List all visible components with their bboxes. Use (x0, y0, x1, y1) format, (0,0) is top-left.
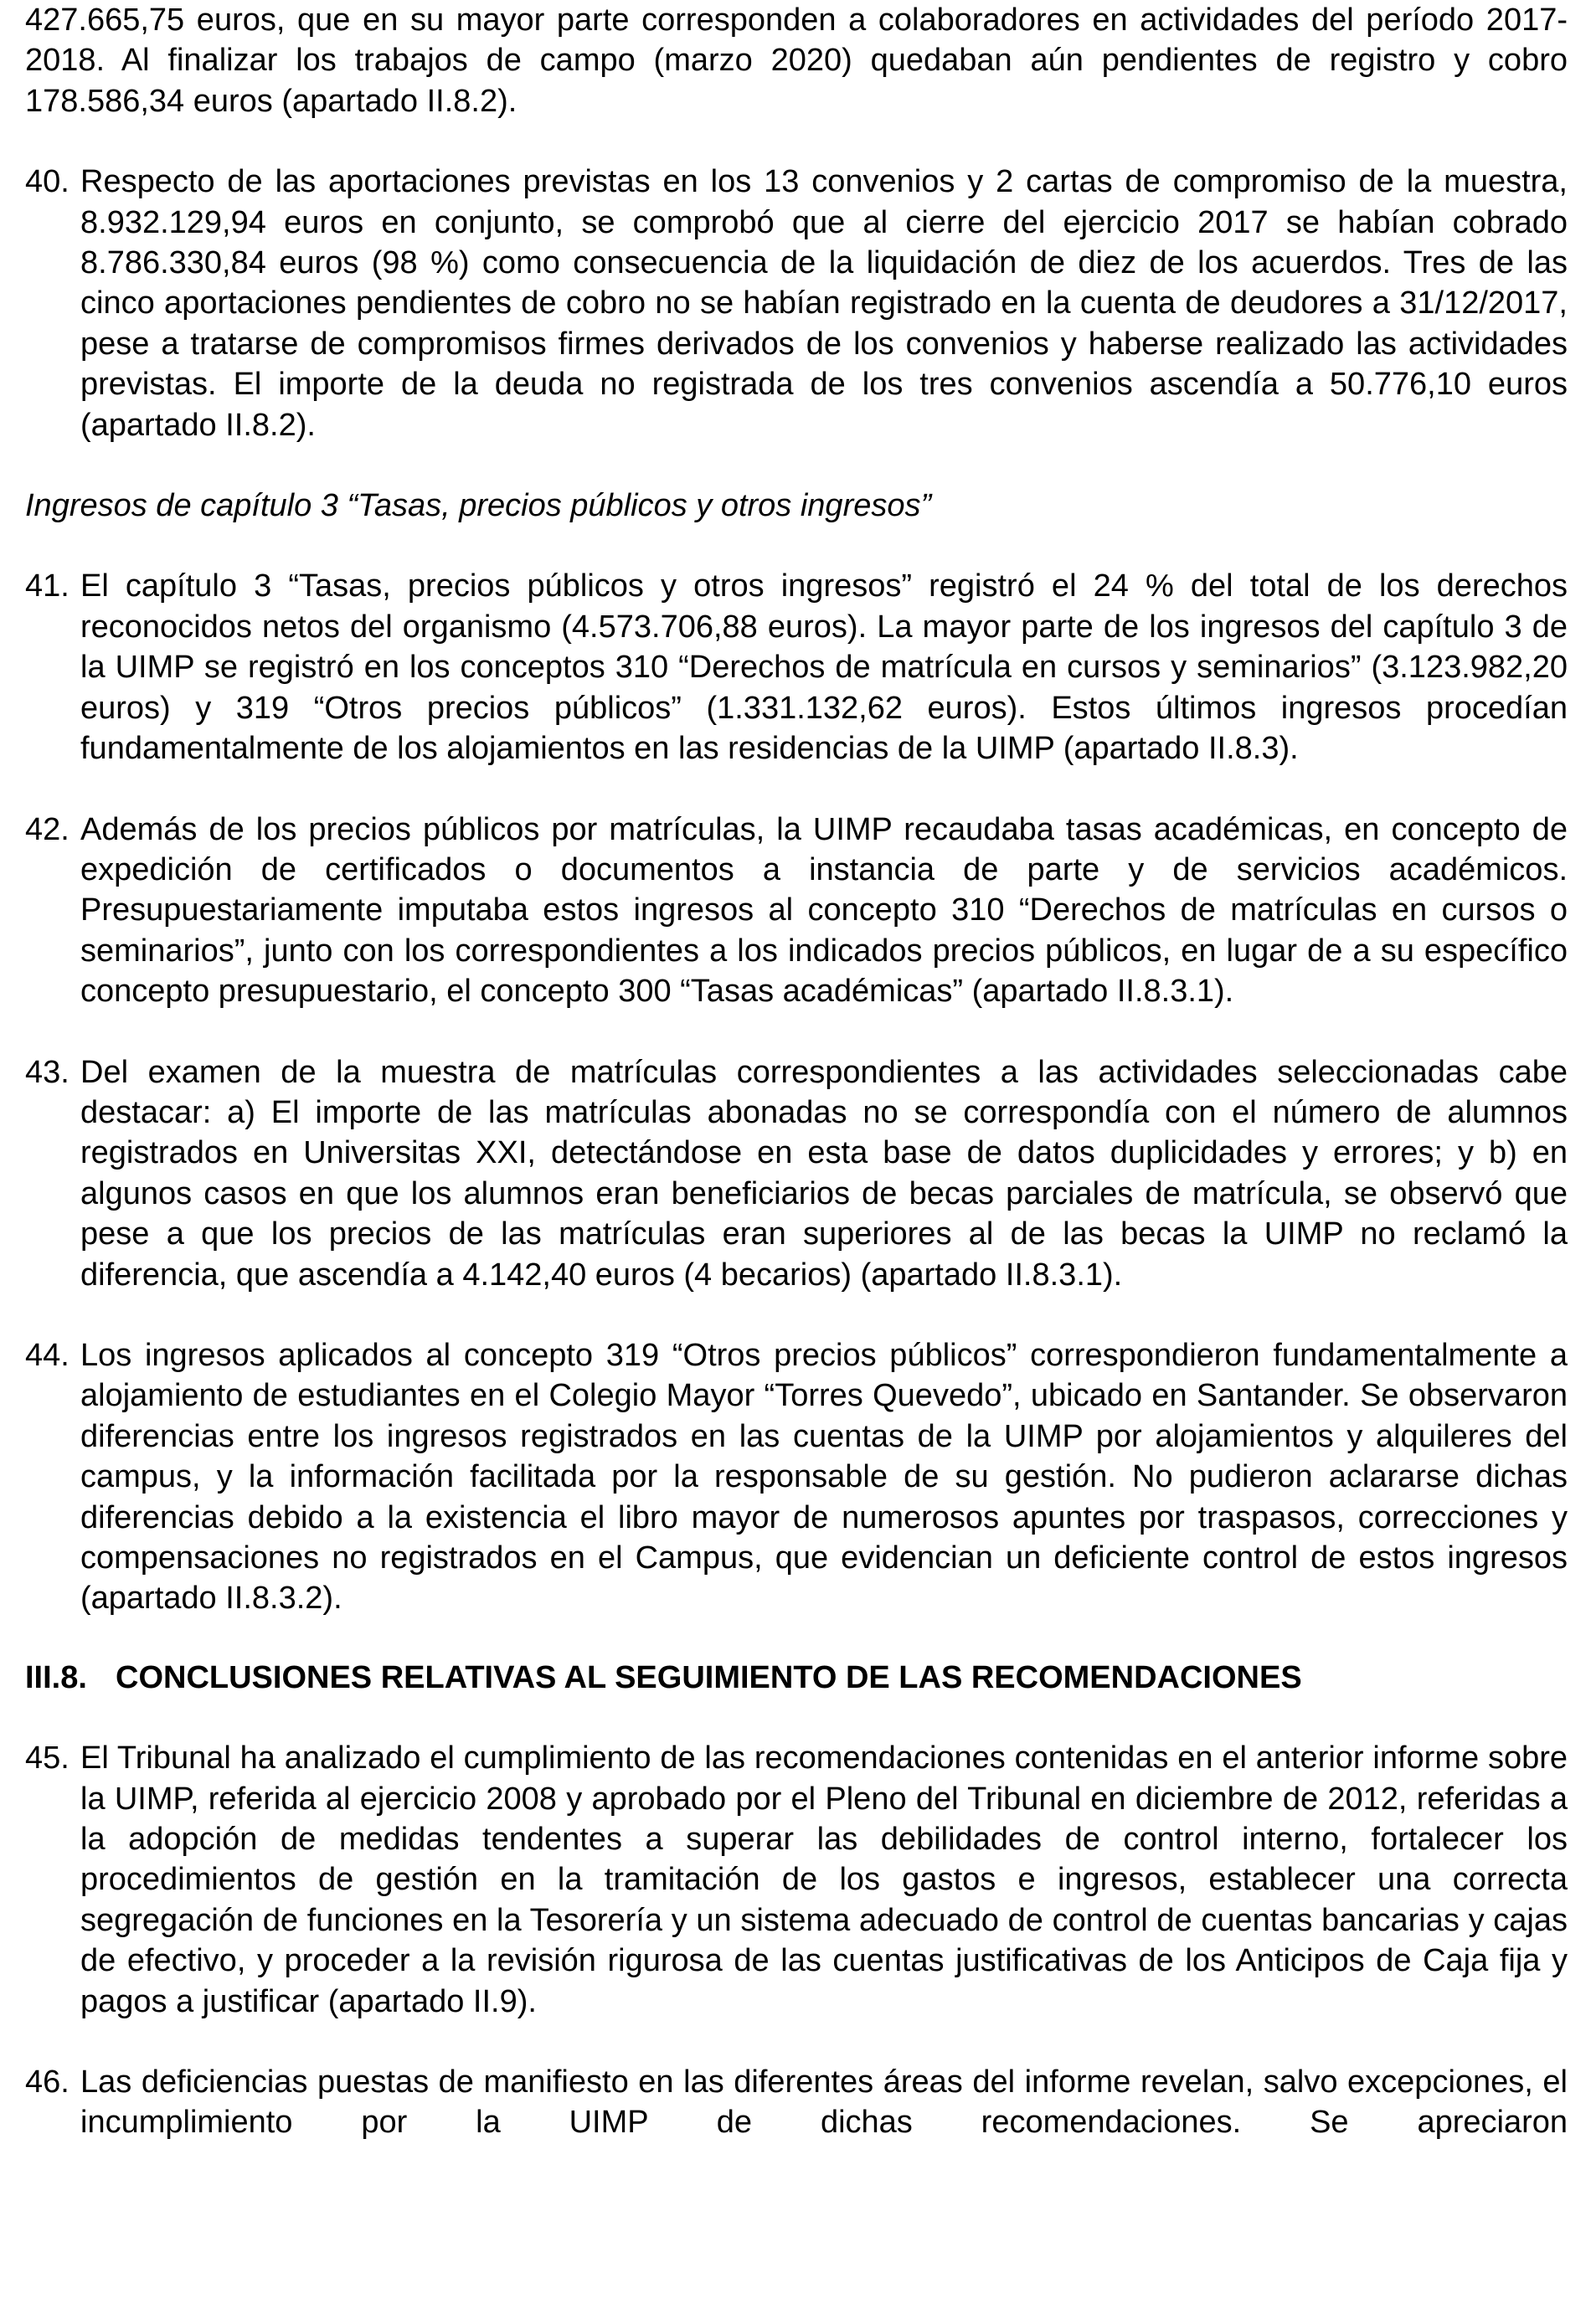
paragraph-text: Las deficiencias puestas de manifiesto en las diferentes áreas del informe revelan, salvo excepciones, el incumplimiento por la UIMP de dichas recomendaciones. Se apreciaron (80, 2064, 1568, 2141)
paragraph-number: 44. (25, 1337, 70, 1373)
paragraph-text: El capítulo 3 “Tasas, precios públicos y otros ingresos” registró el 24 % del total de los derechos reconocidos netos del organismo (4.573.706,88 euros). La mayor parte de los ingresos del capítulo 3 de la UIMP se registró en los conceptos 310 “Derechos de matrícula en cursos y seminarios” (3.123.982,20 euros) y 319 “Otros precios públicos” (1.331.132,62 euros). Estos últimos ingresos procedían fundamentalmente de los alojamientos en las residencias de la UIMP (apartado II.8.3). (80, 568, 1568, 767)
paragraph-text: Del examen de la muestra de matrículas correspondientes a las actividades seleccionadas cabe destacar: a) El importe de las matrículas abonadas no se correspondía con el número de alumnos registrados en Universitas XXI, detectándose en esta base de datos duplicidades y errores; y b) en algunos casos en que los alumnos eran beneficiarios de becas parciales de matrícula, se observó que pese a que los precios de las matrículas eran superiores al de las becas la UIMP no reclamó la diferencia, que ascendía a 4.142,40 euros (4 becarios) (apartado II.8.3.1). (80, 1054, 1568, 1293)
paragraph-number: 46. (25, 2064, 70, 2100)
section-title: CONCLUSIONES RELATIVAS AL SEGUIMIENTO DE LAS RECOMENDACIONES (116, 1659, 1302, 1695)
paragraph-number: 43. (25, 1054, 70, 1090)
paragraph-text: Además de los precios públicos por matrículas, la UIMP recaudaba tasas académicas, en concepto de expedición de certificados o documentos a instancia de parte y de servicios académicos. Presupuestariamente imputaba estos ingresos al concepto 310 “Derechos de matrículas en cursos o seminarios”, junto con los correspondientes a los indicados precios públicos, en lugar de a su específico concepto presupuestario, el concepto 300 “Tasas académicas” (apartado II.8.3.1). (80, 811, 1568, 1010)
paragraph-text: El Tribunal ha analizado el cumplimiento de las recomendaciones contenidas en el anterior informe sobre la UIMP, referida al ejercicio 2008 y aprobado por el Pleno del Tribunal en diciembre de 2012, referidas a la adopción de medidas tendentes a superar las debilidades de control interno, fortalecer los procedimientos de gestión en la tramitación de los gastos e ingresos, establecer una correcta segregación de funciones en la Tesorería y un sistema adecuado de control de cuentas bancarias y cajas de efectivo, y proceder a la revisión rigurosa de las cuentas justificativas de los Anticipos de Caja fija y pagos a justificar (apartado II.9). (80, 1740, 1568, 2019)
paragraph-number: 40. (25, 164, 70, 200)
continuation-paragraph: 427.665,75 euros, que en su mayor parte corresponden a colaboradores en actividades del período 2017-2018. Al finalizar los trabajos de campo (marzo 2020) quedaban aún pendientes de registro y cobro 178.586,34 euros (apartado II.8.2). (25, 3, 1568, 119)
document-page (25, 0, 1568, 2143)
numbered-paragraph-41 (25, 566, 1568, 769)
numbered-paragraph-43 (25, 1052, 1568, 1295)
paragraph-text: Los ingresos aplicados al concepto 319 “Otros precios públicos” correspondieron fundamentalmente a alojamiento de estudiantes en el Colegio Mayor “Torres Quevedo”, ubicado en Santander. Se observaron diferencias entre los ingresos registrados en las cuentas de la UIMP por alojamientos y alquileres del campus, y la información facilitada por la responsable de su gestión. No pudieron aclararse dichas diferencias debido a la existencia el libro mayor de numerosos apuntes por traspasos, correcciones y compensaciones no registrados en el Campus, que evidencian un deficiente control de estos ingresos (apartado II.8.3.2). (80, 1337, 1568, 1617)
paragraph-number: 42. (25, 811, 70, 847)
paragraph-number: 41. (25, 568, 70, 604)
numbered-paragraph-45 (25, 1738, 1568, 2022)
section-heading (25, 1658, 1568, 1698)
paragraph-text: Respecto de las aportaciones previstas en los 13 convenios y 2 cartas de compromiso de la muestra, 8.932.129,94 euros en conjunto, se comprobó que al cierre del ejercicio 2017 se habían cobrado 8.786.330,84 euros (98 %) como consecuencia de la liquidación de diez de los acuerdos. Tres de las cinco aportaciones pendientes de cobro no se habían registrado en la cuenta de deudores a 31/12/2017, pese a tratarse de compromisos firmes derivados de los convenios y haberse realizado las actividades previstas. El importe de la deuda no registrada de los tres convenios ascendía a 50.776,10 euros (apartado II.8.2). (80, 164, 1568, 443)
paragraph-number: 45. (25, 1740, 70, 1776)
subheading-chapter-3: Ingresos de capítulo 3 “Tasas, precios públicos y otros ingresos” (25, 488, 932, 524)
numbered-paragraph-46 (25, 2062, 1568, 2143)
numbered-paragraph-44 (25, 1335, 1568, 1619)
numbered-paragraph-42 (25, 810, 1568, 1012)
numbered-paragraph-40 (25, 162, 1568, 445)
section-number: III.8. (25, 1659, 87, 1695)
